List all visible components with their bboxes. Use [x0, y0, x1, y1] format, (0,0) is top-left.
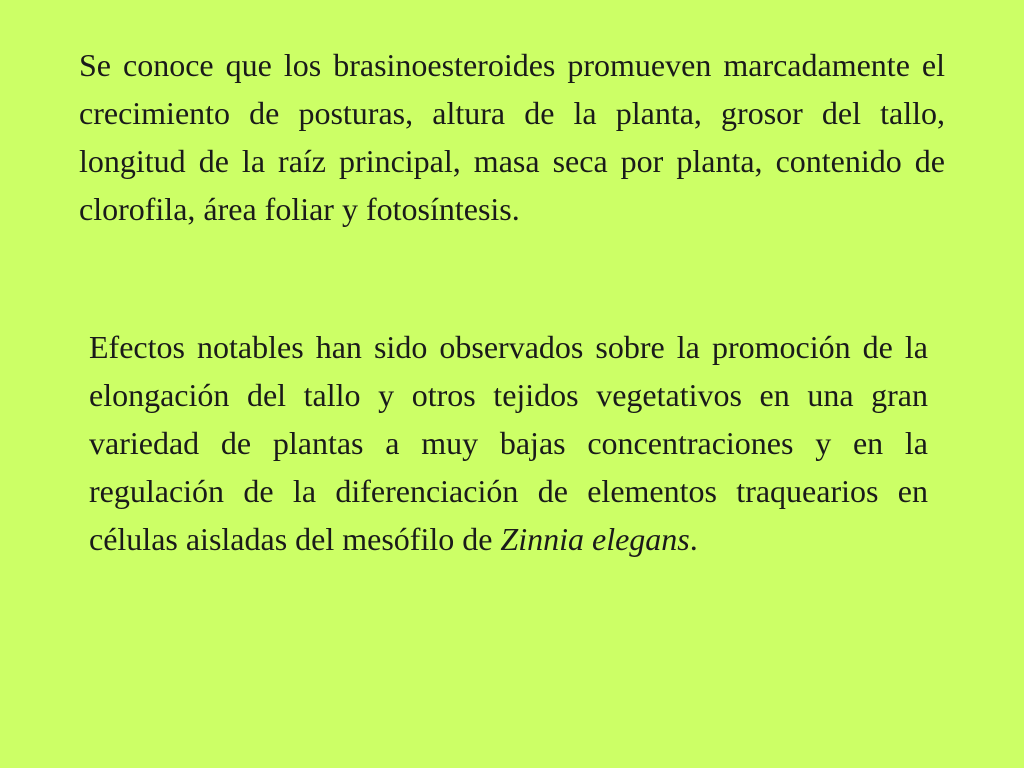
species-name: Zinnia elegans	[500, 521, 690, 557]
paragraph-notable-effects	[89, 323, 928, 563]
paragraph-notable-effects-text: Efectos notables han sido observados sobre la promoción de la elongación del tallo y otros tejidos vegetativos en una gran variedad de plantas a muy bajas concentraciones y en la regulación de la diferenciación de elementos traquearios en células aisladas del mesófilo de	[89, 329, 928, 557]
paragraph-notable-effects-end: .	[689, 521, 698, 557]
paragraph-brassinosteroids-growth: Se conoce que los brasinoesteroides promueven marcadamente el crecimiento de posturas, altura de la planta, grosor del tallo, longitud de la raíz principal, masa seca por planta, contenido de clorofila, área foliar y fotosíntesis.	[79, 47, 945, 227]
